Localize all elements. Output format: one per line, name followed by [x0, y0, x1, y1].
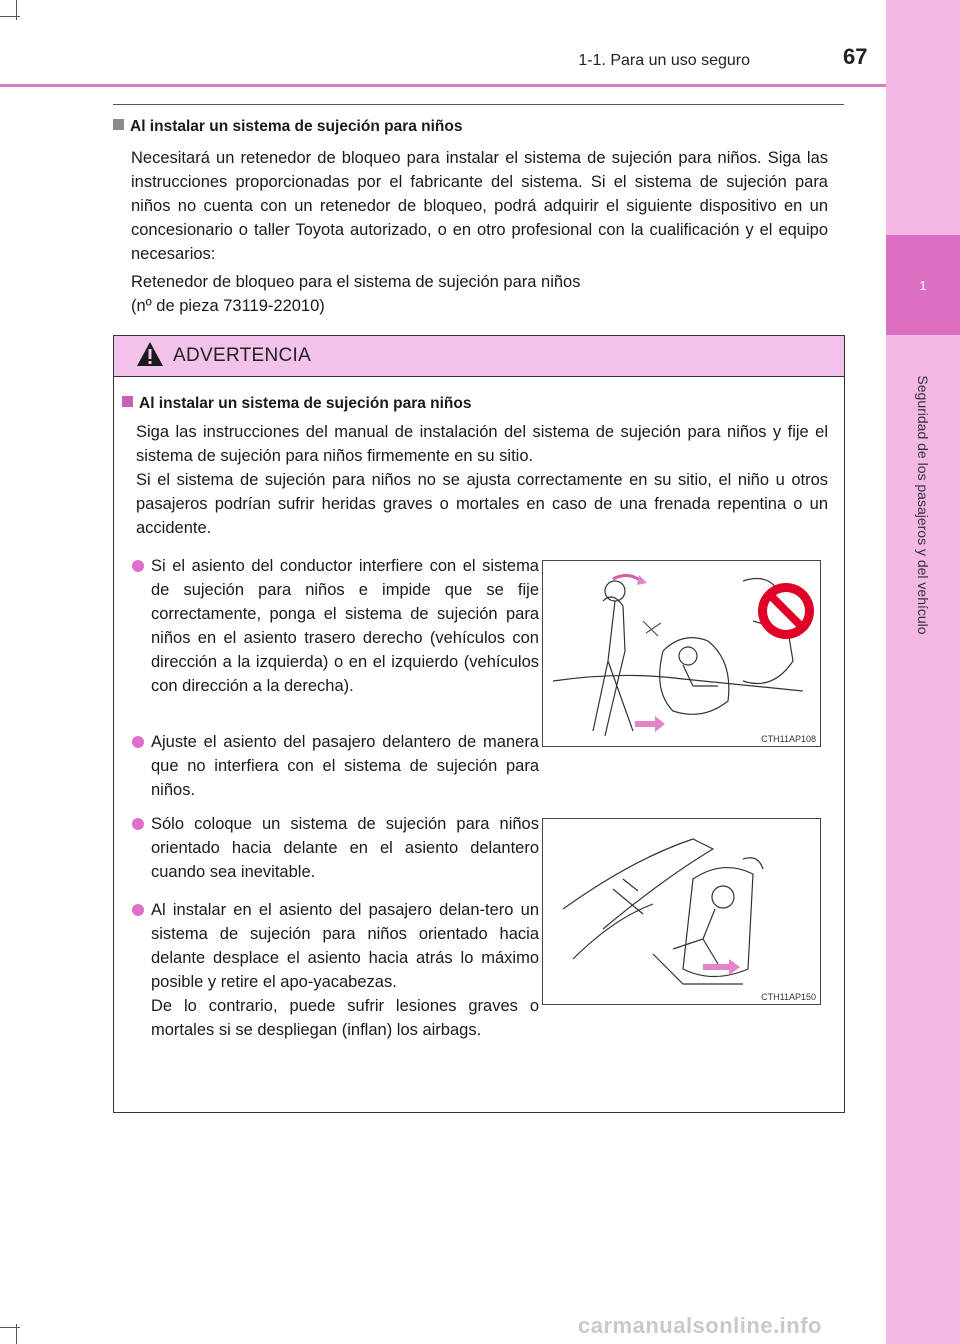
crop-mark [16, 0, 17, 20]
part-number: (nº de pieza 73119-22010) [131, 297, 325, 315]
warning-heading-text: Al instalar un sistema de sujeción para niños [139, 395, 472, 412]
figure-caption: CTH11AP108 [761, 734, 816, 744]
bullet-dot-icon [132, 818, 144, 830]
footer-watermark: carmanualsonline.info [578, 1313, 822, 1338]
header-rule [0, 84, 886, 87]
warning-title: ADVERTENCIA [173, 345, 312, 366]
chapter-title: Seguridad de los pasajeros y del vehículo [915, 375, 931, 635]
list-item: Sólo coloque un sistema de sujeción para niños orientado hacia delante en el asiento delantero cuando sea inevitable. [151, 812, 539, 884]
section-heading-text: Al instalar un sistema de sujeción para niños [130, 118, 463, 135]
section-divider [113, 104, 844, 105]
warning-text [136, 420, 828, 540]
figure-caption: CTH11AP150 [761, 992, 816, 1002]
figure-driver-seat-interference [542, 560, 821, 747]
warning-header [114, 336, 844, 377]
bullet-dot-icon [132, 736, 144, 748]
square-bullet-icon [122, 396, 133, 407]
warning-text-line: Si el sistema de sujeción para niños no se ajusta correctamente en su sitio, el niño u otros pasajeros podrían sufrir heridas graves o mortales en caso de una frenada repentina o un accidente. [136, 471, 828, 537]
warning-text-line: Siga las instrucciones del manual de instalación del sistema de sujeción para niños y fije el sistema de sujeción para niños firmemente en su sitio. [136, 423, 828, 465]
warning-heading [122, 395, 472, 413]
crop-mark [0, 16, 20, 17]
figure-forward-facing-front-seat [542, 818, 821, 1005]
forward-facing-child-seat-illustration [543, 819, 820, 1004]
intro-paragraph: Necesitará un retenedor de bloqueo para instalar el sistema de sujeción para niños. Siga las instrucciones proporcionadas por el fabricante del sistema. Si el sistema de sujeción para niños no cuenta con un retenedor de bloqueo, podrá adquirir el siguiente dispositivo en un concesionario o taller Toyota autorizado, o en otro profesional con la cualificación y el equipo necesarios: [131, 149, 828, 263]
part-number-block [131, 270, 580, 318]
list-item: Si el asiento del conductor interfiere con el sistema de sujeción para niños e impide que se fije correctamente, ponga el sistema de sujeción para niños en el asiento trasero derecho (vehículos con dirección a la izquierda) o en el izquierdo (vehículos con dirección a la derecha). [151, 554, 539, 698]
bullet-dot-icon [132, 904, 144, 916]
warning-triangle-icon [136, 341, 164, 367]
bullet-dot-icon [132, 560, 144, 572]
section-title: 1-1. Para un uso seguro [578, 52, 750, 69]
warning-box [113, 335, 845, 1113]
page-number: 67 [843, 44, 868, 69]
part-description: Retenedor de bloqueo para el sistema de sujeción para niños [131, 273, 581, 291]
list-item: Ajuste el asiento del pasajero delantero de manera que no interfiera con el sistema de sujeción para niños. [151, 730, 539, 802]
square-bullet-icon [113, 119, 124, 130]
chapter-number: 1 [919, 278, 927, 293]
crop-mark [0, 1327, 20, 1328]
section-heading [113, 118, 463, 136]
list-item: Al instalar en el asiento del pasajero delan-tero un sistema de sujeción para niños orientado hacia delante desplace el asiento hacia atrás lo máximo posible y retire el apo-yacabezas. De lo contrario, puede sufrir lesiones graves o mortales si se despliegan (inflan) los airbags. [151, 898, 539, 1042]
child-seat-interference-illustration [543, 561, 820, 746]
